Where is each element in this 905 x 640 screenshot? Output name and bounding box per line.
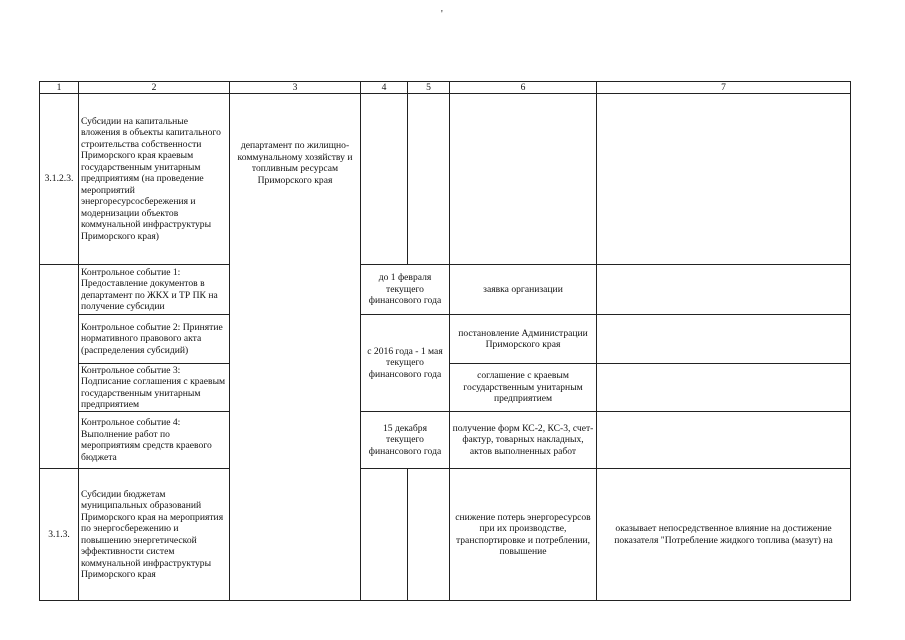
table-row — [40, 315, 851, 364]
event-result: постановление Администрации Приморского края — [450, 315, 597, 364]
executor-cell — [230, 94, 361, 601]
row-number: 3.1.2.3. — [40, 94, 79, 265]
row-number: 3.1.3. — [40, 469, 79, 601]
event-result: заявка организации — [450, 265, 597, 315]
header-cell-3: 3 — [230, 82, 361, 94]
empty-cell — [597, 412, 851, 469]
event-name: Контрольное событие 4: Выполнение работ по мероприятиям средств краевого бюджета — [79, 412, 230, 469]
empty-cell — [40, 265, 79, 469]
event-name: Контрольное событие 3: Подписание соглашения с краевым государственным унитарным предприятием — [79, 364, 230, 412]
empty-cell — [408, 94, 450, 265]
table-row — [40, 412, 851, 469]
table-row — [40, 469, 851, 601]
plan-table — [39, 81, 851, 601]
header-cell-5: 5 — [408, 82, 450, 94]
header-cell-1: 1 — [40, 82, 79, 94]
executor-text: департамент по жилищно-коммунальному хозяйству и топливным ресурсам Приморского края — [237, 140, 353, 186]
measure-name: Субсидии на капитальные вложения в объекты капитального строительства собственности Приморского края краевым государственным унитарным предприятиям (на проведение мероприятий энергоресурсосбережения и модернизации объектов коммунальной инфраструктуры Приморского края) — [79, 94, 230, 265]
event-name: Контрольное событие 1: Предоставление документов в департамент по ЖКХ и ТР ПК на получение субсидии — [79, 265, 230, 315]
event-name: Контрольное событие 2: Принятие нормативного правового акта (распределения субсидий) — [79, 315, 230, 364]
header-row — [40, 82, 851, 94]
page-mark: ' — [441, 9, 443, 20]
table-row — [40, 94, 851, 265]
empty-cell — [408, 469, 450, 601]
empty-cell — [597, 315, 851, 364]
empty-cell — [450, 94, 597, 265]
event-date: до 1 февраля текущего финансового года — [361, 265, 450, 315]
header-cell-2: 2 — [79, 82, 230, 94]
event-result: получение форм КС-2, КС-3, счет-фактур, товарных накладных, актов выполненных работ — [450, 412, 597, 469]
measure-indicator: оказывает непосредственное влияние на достижение показателя "Потребление жидкого топлива (мазут) на — [597, 469, 851, 601]
empty-cell — [361, 94, 408, 265]
header-cell-4: 4 — [361, 82, 408, 94]
empty-cell — [597, 265, 851, 315]
header-cell-6: 6 — [450, 82, 597, 94]
measure-result: снижение потерь энергоресурсов при их производстве, транспортировке и потреблении, повышение — [450, 469, 597, 601]
event-result: соглашение с краевым государственным унитарным предприятием — [450, 364, 597, 412]
empty-cell — [361, 469, 408, 601]
measure-name: Субсидии бюджетам муниципальных образований Приморского края на мероприятия по энергосбережению и повышению энергетической эффективности систем коммунальной инфраструктуры Приморского края — [79, 469, 230, 601]
table-row — [40, 265, 851, 315]
event-date: 15 декабря текущего финансового года — [361, 412, 450, 469]
empty-cell — [597, 364, 851, 412]
event-date: с 2016 года - 1 мая текущего финансового года — [361, 315, 450, 412]
header-cell-7: 7 — [597, 82, 851, 94]
empty-cell — [597, 94, 851, 265]
